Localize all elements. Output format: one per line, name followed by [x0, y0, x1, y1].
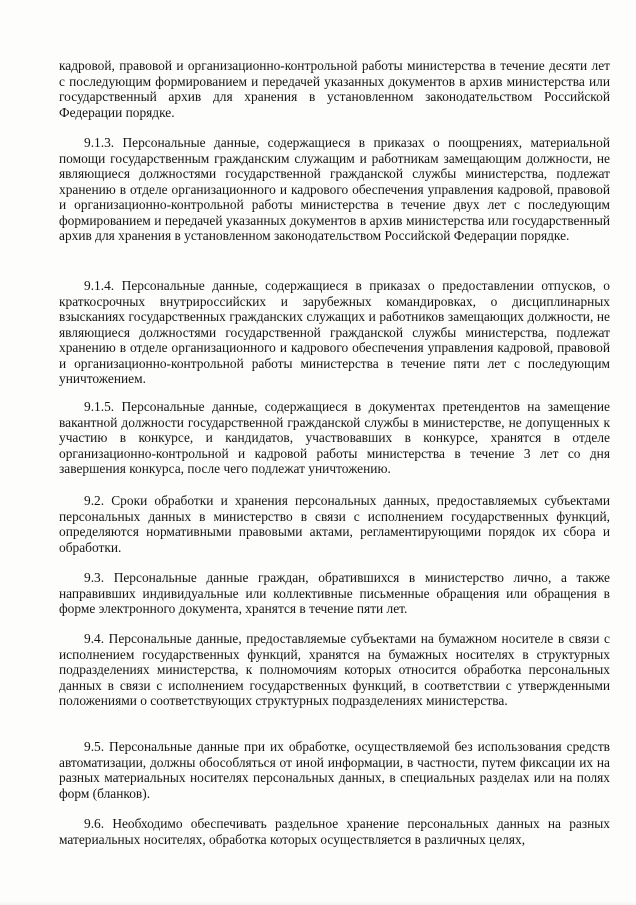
paragraph-9-3: 9.3. Персональные данные граждан, обратившихся в министерство лично, а также направивших индивидуальные или коллективные письменные обращения или обращения в форме электронного документа, хранятся в течение пяти лет. [59, 570, 610, 616]
paragraph-9-5: 9.5. Персональные данные при их обработке, осуществляемой без использования средств автоматизации, должны обособляться от иной информации, в частности, путем фиксации их на разных материальных носителях персональных данных, в специальных разделах или на полях форм (бланков). [59, 739, 610, 801]
paragraph-9-4: 9.4. Персональные данные, предоставляемые субъектами на бумажном носителе в связи с исполнением государственных функций, хранятся на бумажных носителях в структурных подразделениях министерства, к полномочиям которых относится обработка персональных данных в связи с исполнением государственных функций, в соответствии с утвержденными положениями о соответствующих структурных подразделениях министерства. [59, 631, 610, 708]
scan-edge-shadow [0, 901, 636, 905]
paragraph-9-1-3: 9.1.3. Персональные данные, содержащиеся в приказах о поощрениях, материальной помощи государственным гражданским служащим и работникам замещающим должности, не являющиеся должностями государственной гражданской службы министерства, подлежат хранению в отделе организационного и кадрового обеспечения управления кадровой, правовой и организационно-контрольной работы министерства в течение двух лет с последующим формированием и передачей указанных документов в архив министерства или государственный архив для хранения в установленном законодательством Российской Федерации порядке. [59, 135, 610, 243]
paragraph-9-1-5: 9.1.5. Персональные данные, содержащиеся в документах претендентов на замещение вакантной должности государственной гражданской службы в министерстве, не допущенных к участию в конкурсе, и кандидатов, участвовавших в конкурсе, хранятся в отделе организационно-контрольной и кадровой работы министерства в течение 3 лет со дня завершения конкурса, после чего подлежат уничтожению. [59, 399, 610, 476]
paragraph-9-6: 9.6. Необходимо обеспечивать раздельное хранение персональных данных на разных материальных носителях, обработка которых осуществляется в различных целях, [59, 816, 610, 847]
paragraph-9-2: 9.2. Сроки обработки и хранения персональных данных, предоставляемых субъектами персональных данных в министерство в связи с исполнением государственных функций, определяются нормативными правовыми актами, регламентирующими порядок их сбора и обработки. [59, 493, 610, 555]
paragraph-9-1-4: 9.1.4. Персональные данные, содержащиеся в приказах о предоставлении отпусков, о краткосрочных внутрироссийских и зарубежных командировках, о дисциплинарных взысканиях государственных гражданских служащих и работников замещающих должности, не являющиеся должностями государственной гражданской службы министерства, подлежат хранению в отделе организационного и кадрового обеспечения управления кадровой, правовой и организационно-контрольной работы министерства в течение пяти лет с последующим уничтожением. [59, 278, 610, 386]
paragraph-continuation: кадровой, правовой и организационно-контрольной работы министерства в течение десяти лет с последующим формированием и передачей указанных документов в архив министерства или государственный архив для хранения в установленном законодательством Российской Федерации порядке. [59, 58, 610, 120]
